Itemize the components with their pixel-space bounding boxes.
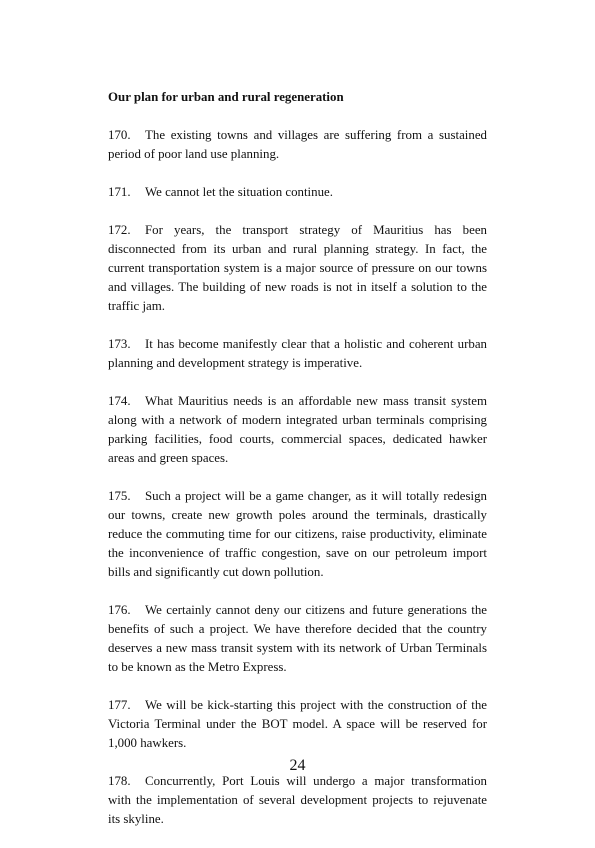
page-content — [108, 88, 487, 848]
paragraph-text: Such a project will be a game changer, as it will totally redesign our towns, create new growth poles around the terminals, drastically reduce the commuting time for our citizens, raise productivity, eliminate the inconvenience of traffic congestion, save on our petroleum import bills and significantly cut down pollution. — [108, 489, 487, 579]
paragraph-text: We will be kick-starting this project with the construction of the Victoria Terminal under the BOT model. A space will be reserved for 1,000 hawkers. — [108, 698, 487, 750]
paragraph-172 — [108, 221, 487, 316]
paragraph-number: 171. — [108, 185, 131, 199]
paragraph-178 — [108, 772, 487, 829]
paragraph-175 — [108, 487, 487, 582]
paragraph-text: We certainly cannot deny our citizens and future generations the benefits of such a project. We have therefore decided that the country deserves a new mass transit system with its network of Urban Terminals to be known as the Metro Express. — [108, 603, 487, 674]
paragraph-171 — [108, 183, 487, 202]
paragraph-170 — [108, 126, 487, 164]
paragraph-number: 177. — [108, 698, 131, 712]
paragraph-173 — [108, 335, 487, 373]
paragraph-text: What Mauritius needs is an affordable new mass transit system along with a network of modern integrated urban terminals comprising parking facilities, food courts, commercial spaces, dedicated hawker areas and green spaces. — [108, 394, 487, 465]
paragraph-text: We cannot let the situation continue. — [145, 185, 333, 199]
paragraph-text: Concurrently, Port Louis will undergo a major transformation with the implementation of several development projects to rejuvenate its skyline. — [108, 774, 487, 826]
paragraph-number: 173. — [108, 337, 131, 351]
page-number: 24 — [289, 757, 306, 774]
paragraph-174 — [108, 392, 487, 468]
section-heading: Our plan for urban and rural regeneration — [108, 90, 344, 104]
paragraph-text: For years, the transport strategy of Mauritius has been disconnected from its urban and rural planning strategy. In fact, the current transportation system is a major source of pressure on our towns and villages. The building of new roads is not in itself a solution to the traffic jam. — [108, 223, 487, 313]
paragraph-number: 178. — [108, 774, 131, 788]
paragraph-text: The existing towns and villages are suffering from a sustained period of poor land use planning. — [108, 128, 487, 161]
paragraph-number: 174. — [108, 394, 131, 408]
paragraph-number: 172. — [108, 223, 131, 237]
paragraph-177 — [108, 696, 487, 753]
paragraph-text: It has become manifestly clear that a holistic and coherent urban planning and development strategy is imperative. — [108, 337, 487, 370]
paragraph-number: 176. — [108, 603, 131, 617]
paragraph-number: 170. — [108, 128, 131, 142]
paragraph-number: 175. — [108, 489, 131, 503]
paragraph-176 — [108, 601, 487, 677]
